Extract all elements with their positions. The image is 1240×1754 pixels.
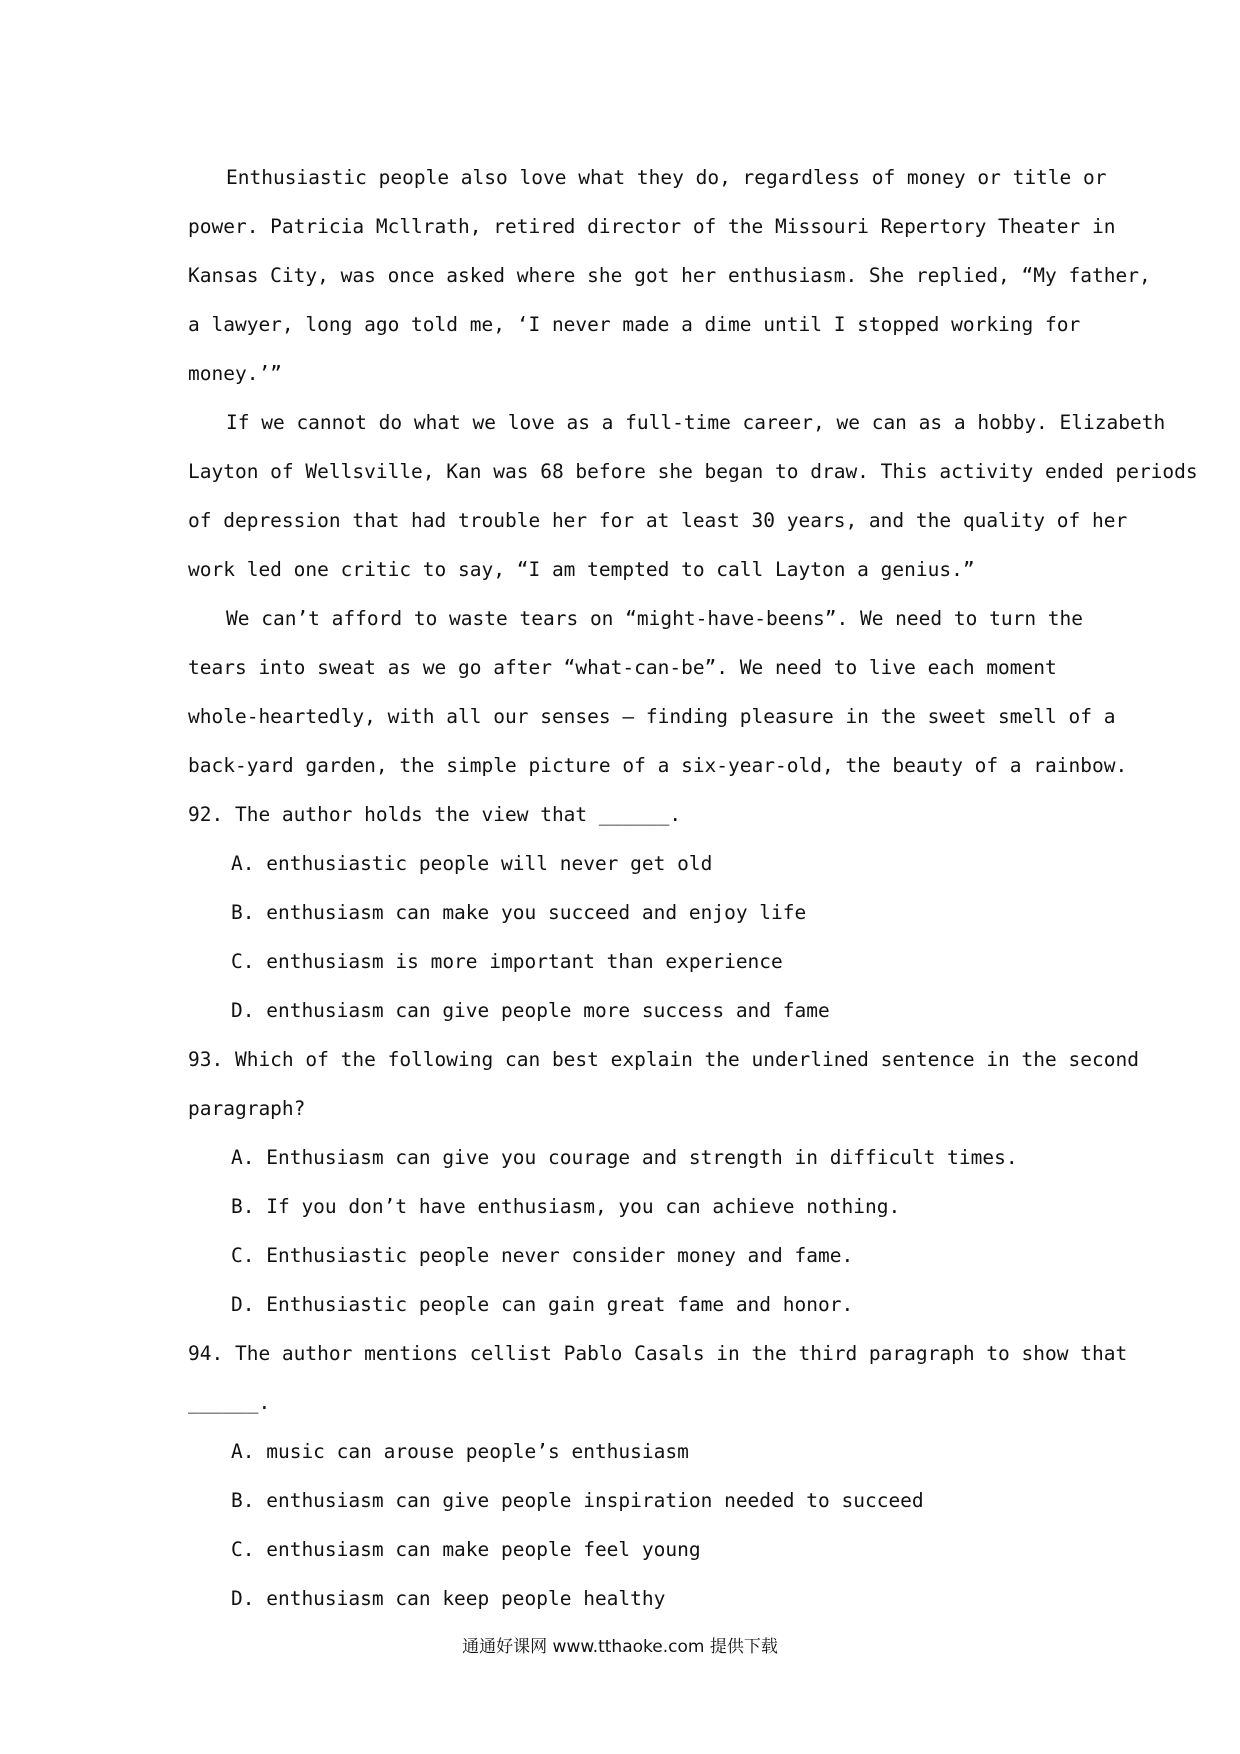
- question-stem: 93. Which of the following can best explain the underlined sentence in the second: [188, 1048, 1139, 1071]
- answer-option-a: A. enthusiastic people will never get old: [231, 852, 713, 875]
- answer-option-d: D. Enthusiastic people can gain great fame and honor.: [231, 1293, 854, 1316]
- paragraph-line: If we cannot do what we love as a full-time career, we can as a hobby. Elizabeth: [226, 411, 1166, 434]
- paragraph-line: Enthusiastic people also love what they do, regardless of money or title or: [226, 166, 1107, 189]
- paragraph-line: tears into sweat as we go after “what-can-be”. We need to live each moment: [188, 656, 1057, 679]
- passage-paragraph-1: [188, 153, 1151, 398]
- question-stem: ______.: [188, 1391, 271, 1414]
- paragraph-line: whole-heartedly, with all our senses – finding pleasure in the sweet smell of a: [188, 705, 1116, 728]
- answer-option-c: C. enthusiasm can make people feel young: [231, 1538, 701, 1561]
- answer-option-b: B. enthusiasm can give people inspiration needed to succeed: [231, 1489, 924, 1512]
- question-stem: paragraph?: [188, 1097, 306, 1120]
- answer-option-b: B. enthusiasm can make you succeed and enjoy life: [231, 901, 807, 924]
- question-stem: 94. The author mentions cellist Pablo Casals in the third paragraph to show that: [188, 1342, 1128, 1365]
- exam-content: [188, 153, 1198, 1623]
- question-stem: 92. The author holds the view that ______.: [188, 803, 682, 826]
- passage-paragraph-3: [188, 594, 1128, 790]
- answer-option-d: D. enthusiasm can give people more success and fame: [231, 999, 830, 1022]
- paragraph-line: power. Patricia Mcllrath, retired director of the Missouri Repertory Theater in: [188, 215, 1116, 238]
- page-footer: 通通好课网 www.tthaoke.com 提供下载: [462, 1637, 778, 1657]
- question-94: [188, 1329, 1128, 1623]
- answer-option-b: B. If you don’t have enthusiasm, you can achieve nothing.: [231, 1195, 901, 1218]
- answer-option-a: A. music can arouse people’s enthusiasm: [231, 1440, 689, 1463]
- paragraph-line: money.’”: [188, 362, 282, 385]
- paragraph-line: a lawyer, long ago told me, ‘I never made a dime until I stopped working for: [188, 313, 1081, 336]
- answer-option-a: A. Enthusiasm can give you courage and strength in difficult times.: [231, 1146, 1018, 1169]
- passage-paragraph-2: [188, 398, 1198, 594]
- paragraph-line: Kansas City, was once asked where she got her enthusiasm. She replied, “My father,: [188, 264, 1151, 287]
- paragraph-line: work led one critic to say, “I am tempted to call Layton a genius.”: [188, 558, 975, 581]
- question-93: [188, 1035, 1139, 1329]
- paragraph-line: back-yard garden, the simple picture of a six-year-old, the beauty of a rainbow.: [188, 754, 1128, 777]
- paragraph-line: We can’t afford to waste tears on “might-have-beens”. We need to turn the: [226, 607, 1084, 630]
- answer-option-c: C. Enthusiastic people never consider money and fame.: [231, 1244, 854, 1267]
- answer-option-c: C. enthusiasm is more important than experience: [231, 950, 783, 973]
- question-92: [188, 790, 1056, 1035]
- answer-option-d: D. enthusiasm can keep people healthy: [231, 1587, 666, 1610]
- paragraph-line: Layton of Wellsville, Kan was 68 before she began to draw. This activity ended periods: [188, 460, 1198, 483]
- paragraph-line: of depression that had trouble her for at least 30 years, and the quality of her: [188, 509, 1128, 532]
